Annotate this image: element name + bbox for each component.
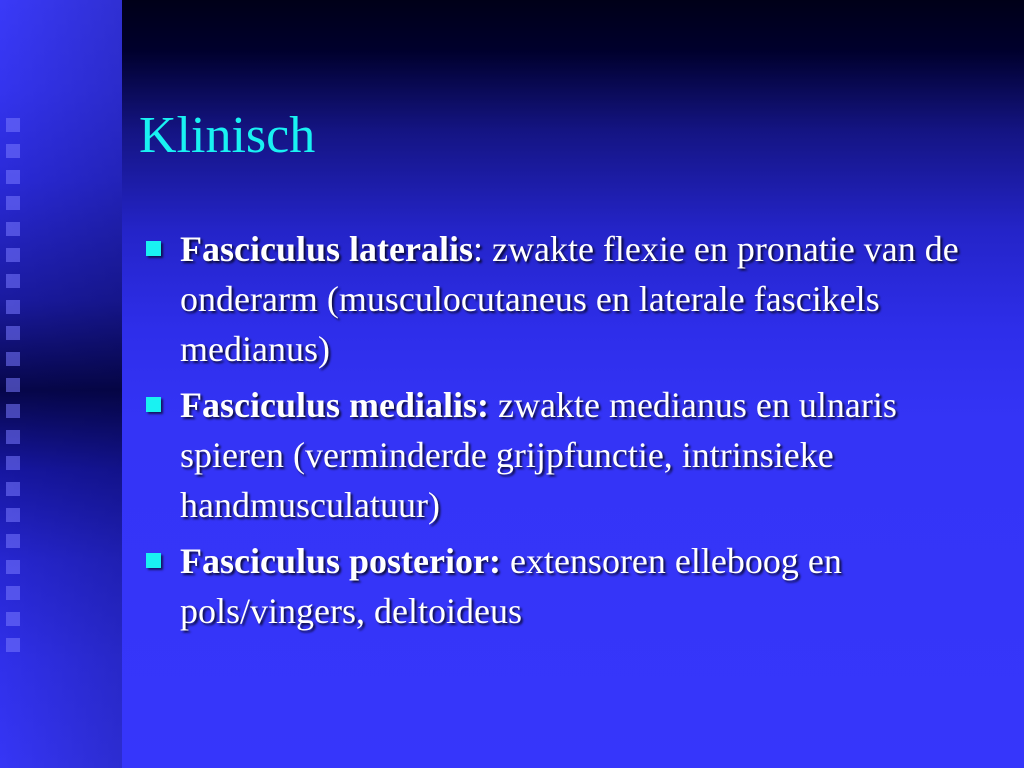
decorative-square — [6, 560, 20, 574]
decorative-square — [6, 248, 20, 262]
decorative-square — [6, 222, 20, 236]
square-bullet-icon — [146, 553, 161, 568]
bullet-term: Fasciculus medialis: — [180, 385, 490, 425]
bullet-text: zwakte medianus en ulnaris spieren (verminderde grijpfunctie, intrinsieke handmusculatuur) — [180, 385, 897, 525]
bullet-term: Fasciculus lateralis — [180, 229, 473, 269]
decorative-square — [6, 404, 20, 418]
decorative-square — [6, 326, 20, 340]
decorative-square — [6, 118, 20, 132]
bullet-item — [144, 224, 1004, 374]
bullet-text: : zwakte flexie en pronatie van de onderarm (musculocutaneus en laterale fascikels medianus) — [180, 229, 959, 369]
bullet-list — [144, 224, 1004, 642]
decorative-square — [6, 508, 20, 522]
decorative-square — [6, 482, 20, 496]
decorative-square — [6, 612, 20, 626]
bullet-term: Fasciculus posterior: — [180, 541, 501, 581]
bullet-text: extensoren elleboog en pols/vingers, deltoideus — [180, 541, 842, 631]
slide-title: Klinisch — [139, 107, 316, 164]
decorative-square — [6, 534, 20, 548]
decorative-squares — [6, 118, 28, 678]
decorative-square — [6, 456, 20, 470]
bullet-item — [144, 536, 1004, 636]
decorative-square — [6, 274, 20, 288]
decorative-square — [6, 196, 20, 210]
decorative-square — [6, 378, 20, 392]
decorative-square — [6, 300, 20, 314]
decorative-square — [6, 170, 20, 184]
square-bullet-icon — [146, 397, 161, 412]
square-bullet-icon — [146, 241, 161, 256]
decorative-square — [6, 586, 20, 600]
decorative-square — [6, 638, 20, 652]
decorative-square — [6, 352, 20, 366]
decorative-square — [6, 144, 20, 158]
decorative-square — [6, 430, 20, 444]
bullet-item — [144, 380, 1004, 530]
